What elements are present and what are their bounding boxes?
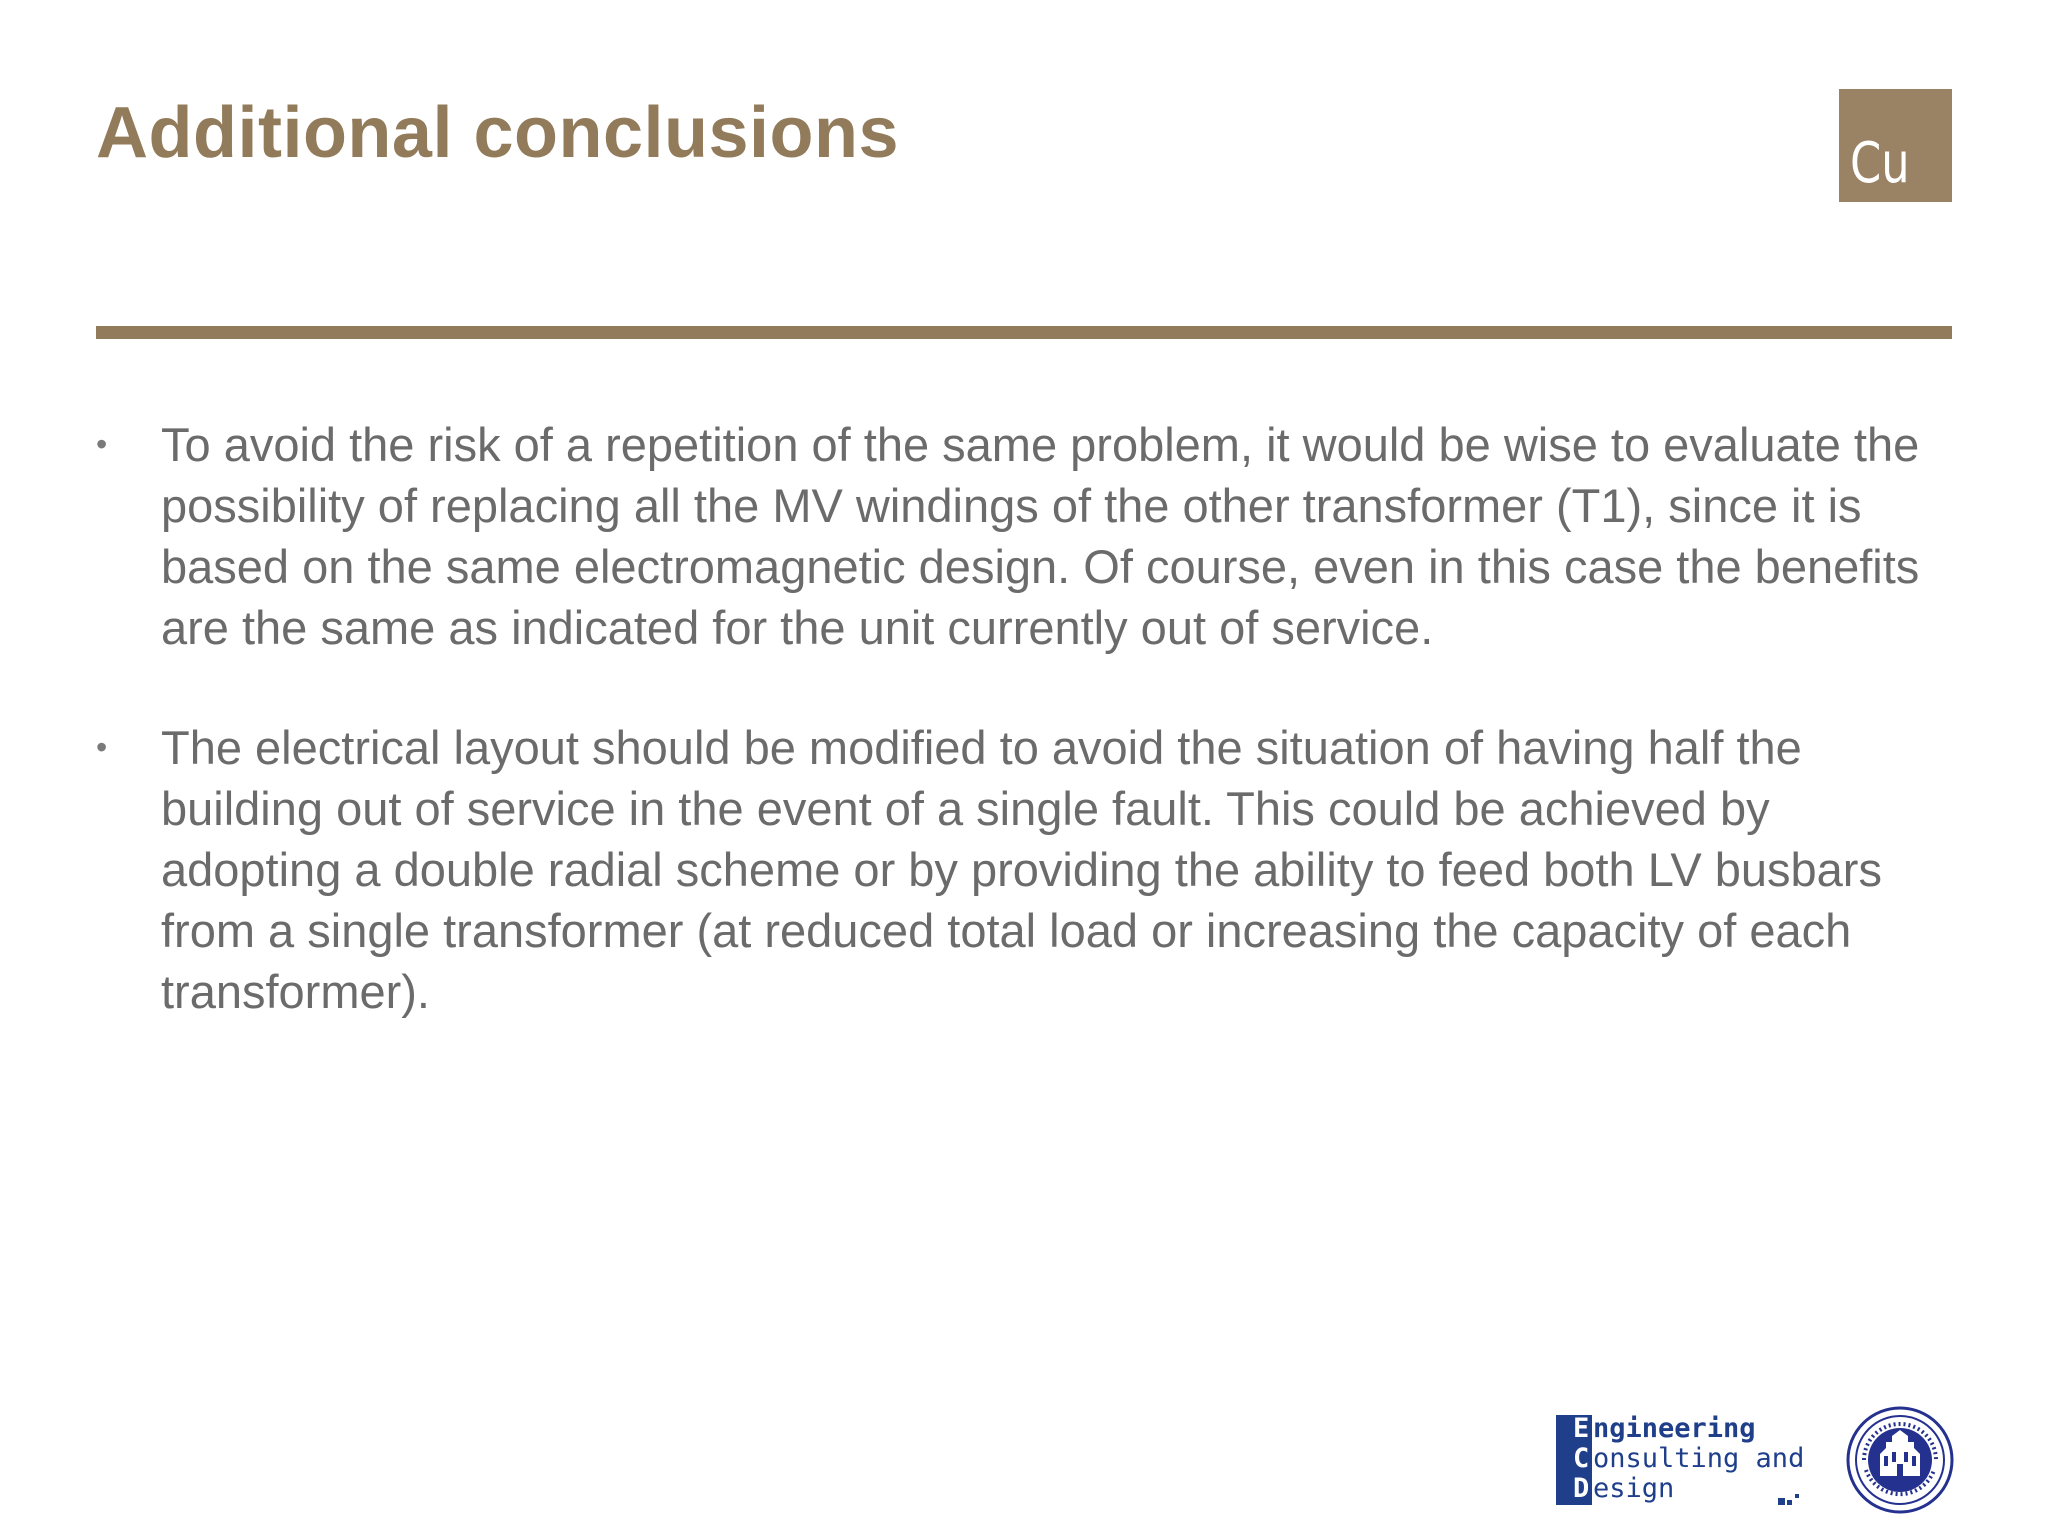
bullet-marker: • (96, 426, 108, 462)
bullet-item (96, 414, 1956, 658)
ecd-logo-line-consulting: onsulting and (1593, 1443, 1805, 1474)
ecd-logo-initial-e: E (1573, 1413, 1590, 1444)
university-seal-icon (1846, 1406, 1954, 1514)
ecd-logo-dots-icon (1778, 1492, 1808, 1506)
ecd-logo-line-design: esign (1593, 1473, 1675, 1504)
bullet-marker: • (96, 729, 108, 765)
ecd-logo (1556, 1414, 1816, 1506)
bullet-list (96, 414, 1956, 1081)
title-divider (96, 326, 1952, 339)
ecd-logo-initial-c: C (1573, 1443, 1590, 1474)
bullet-item (96, 717, 1956, 1022)
ecd-logo-initial-d: D (1573, 1473, 1590, 1504)
bullet-text: To avoid the risk of a repetition of the same problem, it would be wise to evaluate the possibility of replacing all the MV windings of the other transformer (T1), since it is based on the same electromagnetic design. Of course, even in this case the benefits are the same as indicated for the unit currently out of service. (161, 418, 1920, 654)
cu-badge-label: Cu (1850, 131, 1910, 196)
slide-title: Additional conclusions (96, 93, 900, 173)
ecd-logo-line-engineering: ngineering (1593, 1413, 1756, 1444)
bullet-text: The electrical layout should be modified to avoid the situation of having half the building out of service in the event of a single fault. This could be achieved by adopting a double radial scheme or by providing the ability to feed both LV busbars from a single transformer (at reduced total load or increasing the capacity of each transformer). (161, 721, 1882, 1018)
cu-badge (1839, 89, 1952, 202)
